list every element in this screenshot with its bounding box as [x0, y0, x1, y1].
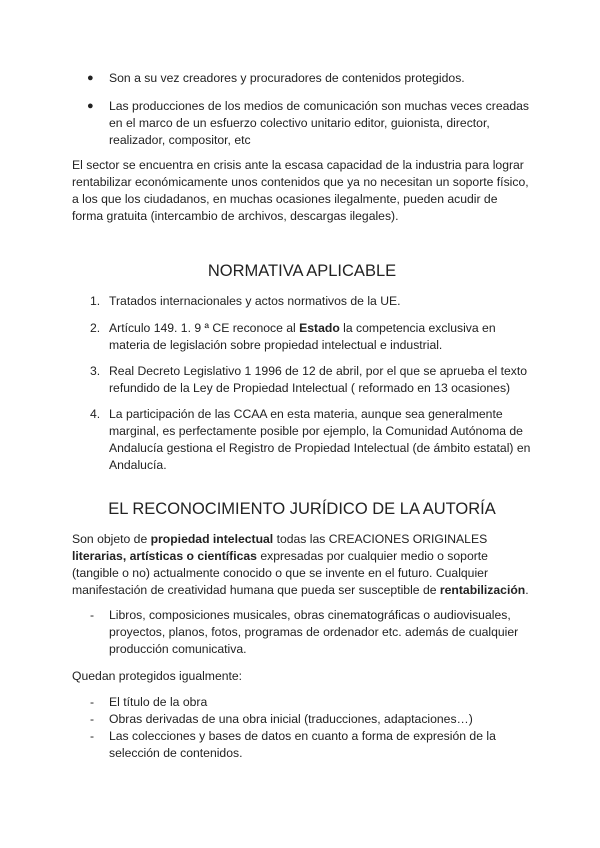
list-number: 1. [90, 294, 101, 308]
list-number: 4. [90, 407, 101, 421]
also-protected-label: Quedan protegidos igualmente: [72, 669, 243, 683]
dash-item-text: Las colecciones y bases de datos en cuanto a forma de expresión de la selección de contenidos. [109, 729, 496, 760]
list-number: 2. [90, 321, 101, 335]
dash-marker: - [90, 608, 95, 622]
dash-marker: - [90, 695, 95, 709]
list-item-text: Real Decreto Legislativo 1 1996 de 12 de abril, por el que se aprueba el texto refundido de la Ley de Propiedad Intelectual ( reformado en 13 ocasiones) [109, 364, 528, 395]
section-heading-normativa: NORMATIVA APLICABLE [207, 262, 397, 280]
bold-term: rentabilización [439, 583, 526, 597]
bullet-text: Son a su vez creadores y procuradores de contenidos protegidos. [109, 71, 465, 85]
bold-term: literarias, artísticas o científicas [72, 549, 257, 563]
dash-marker: - [90, 729, 95, 743]
bullet-marker: ● [87, 72, 94, 84]
list-number: 3. [90, 364, 101, 378]
dash-item-text: Obras derivadas de una obra inicial (traducciones, adaptaciones…) [109, 712, 473, 726]
text-segment: . [525, 583, 529, 597]
bold-term-estado: Estado [299, 321, 340, 335]
text-segment: Son objeto de [72, 532, 151, 546]
text-segment: la competencia exclusiva en materia de legislación sobre propiedad intelectual e industrial. [109, 321, 496, 352]
dash-item-text: Libros, composiciones musicales, obras cinematográficas o audiovisuales, proyectos, planos, fotos, programas de ordenador etc. además de cualquier producción comunicativa. [109, 608, 519, 656]
text-segment: expresadas por cualquier medio o soporte (tangible o no) actualmente conocido o que se invente en el futuro. Cualquier manifestación de creatividad humana que pueda ser susceptible de [72, 549, 488, 597]
text-segment: Artículo 149. 1. 9 ª CE reconoce al [109, 321, 300, 335]
dash-marker: - [90, 712, 95, 726]
bullet-marker: ● [87, 100, 94, 112]
bold-term: propiedad intelectual [150, 532, 274, 546]
list-item-text: Tratados internacionales y actos normativos de la UE. [109, 294, 401, 308]
list-item-text [109, 320, 534, 354]
crisis-paragraph: El sector se encuentra en crisis ante la escasa capacidad de la industria para lograr rentabilizar económicamente unos contenidos que ya no necesitan un soporte físico, a los que los ciudadanos, en muchas ocasiones ilegalmente, pueden acudir de forma gratuita (intercambio de archivos, descargas ilegales). [72, 158, 529, 223]
list-item-text: La participación de las CCAA en esta materia, aunque sea generalmente marginal, es perfectamente posible por ejemplo, la Comunidad Autónoma de Andalucía gestiona el Registro de Propiedad Intelectual (de ámbito estatal) en Andalucía. [109, 407, 531, 472]
section-heading-autoria: EL RECONOCIMIENTO JURÍDICO DE LA AUTORÍA [108, 500, 496, 518]
bullet-text: Las producciones de los medios de comunicación son muchas veces creadas en el marco de un esfuerzo colectivo unitario editor, guionista, director, realizador, compositor, etc [109, 99, 530, 147]
dash-item-text: El título de la obra [109, 695, 208, 709]
text-segment: todas las CREACIONES ORIGINALES [273, 532, 488, 546]
intro-paragraph [72, 531, 532, 599]
